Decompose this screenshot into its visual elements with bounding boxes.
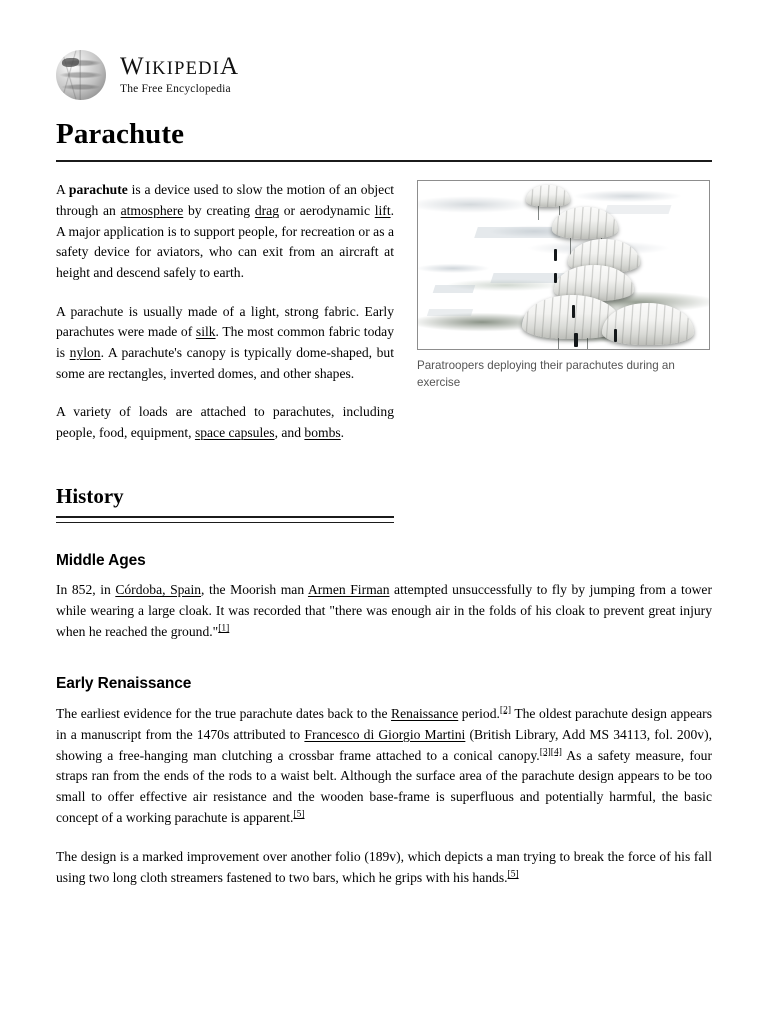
wiki-link[interactable]: drag	[254, 203, 279, 218]
field-patch	[433, 285, 476, 293]
subsection-heading-middle-ages: Middle Ages	[56, 551, 146, 569]
section-history	[56, 484, 712, 523]
citation-link[interactable]: [5]	[507, 869, 519, 880]
lead-text-column	[56, 180, 394, 443]
subsection-early-renaissance	[56, 675, 712, 889]
suspension-lines	[558, 338, 588, 350]
lead-paragraph-1: A parachute is a device used to slow the motion of an object through an atmosphere by creating drag or aerodynamic lift. A major application is to support people, for recreation or as a safety device for aviators, who can exit from an aircraft at height and descend safely to earth.	[56, 182, 395, 280]
wiki-link[interactable]: Córdoba, Spain	[115, 582, 202, 598]
citation-ref[interactable]	[508, 870, 519, 880]
section-divider	[56, 516, 394, 523]
paratrooper	[614, 329, 617, 342]
citation-link[interactable]: [1]	[218, 623, 230, 634]
wiki-link[interactable]: silk	[195, 324, 216, 340]
wikipedia-masthead	[56, 0, 712, 102]
lead-paragraph-2: A parachute is usually made of a light, strong fabric. Early parachutes were made of silk. The most common fabric today is nylon. A parachute's canopy is typically dome-shaped, but some are rectangles, inverted domes, and other shapes.	[56, 303, 395, 381]
section-heading-history: History	[56, 483, 124, 508]
parachute-canopy	[526, 185, 570, 207]
wikipedia-wordmark[interactable]	[120, 54, 239, 96]
wiki-link[interactable]: Renaissance	[391, 705, 459, 721]
wiki-link[interactable]: bombs	[304, 424, 341, 440]
paratrooper	[572, 305, 575, 318]
wiki-link[interactable]: nylon	[69, 344, 101, 360]
subsection-heading-early-renaissance: Early Renaissance	[56, 675, 192, 693]
paratroopers-photo[interactable]	[417, 180, 710, 350]
wiki-link[interactable]: Armen Firman	[307, 582, 390, 598]
paratrooper	[574, 333, 578, 347]
citation-link[interactable]: [2]	[499, 705, 511, 716]
paratrooper	[554, 273, 557, 283]
citation-ref[interactable]	[551, 747, 562, 757]
figure-caption: Paratroopers deploying their parachutes during an exercise	[417, 359, 675, 390]
lead-figure	[417, 180, 710, 392]
citation-link[interactable]: [5]	[293, 809, 305, 820]
lead-section	[56, 180, 712, 443]
wiki-link[interactable]: Francesco di Giorgio Martini	[304, 726, 466, 742]
citation-ref[interactable]	[540, 747, 551, 757]
wikipedia-wordmark-text: WIKIPEDIA	[120, 53, 240, 81]
citation-link[interactable]: [3]	[539, 747, 551, 758]
lead-paragraph-3: A variety of loads are attached to parachutes, including people, food, equipment, space capsules, and bombs.	[56, 404, 394, 440]
field-patch	[474, 227, 564, 238]
middle-ages-paragraph-1: In 852, in Córdoba, Spain, the Moorish man Armen Firman attempted unsuccessfully to fly by jumping from a tower while wearing a large cloak. It was recorded that "there was enough air in the folds of his cloak to prevent great injury when he reached the ground."[1]	[56, 582, 712, 640]
subsection-middle-ages	[56, 552, 712, 643]
citation-ref[interactable]	[293, 810, 304, 820]
title-divider	[56, 160, 712, 162]
citation-ref[interactable]	[500, 705, 511, 715]
article-page	[56, 0, 712, 889]
citation-ref[interactable]	[218, 624, 229, 634]
wiki-link[interactable]: lift	[374, 203, 391, 218]
page-title: Parachute	[56, 118, 185, 150]
citation-link[interactable]: [4]	[550, 747, 562, 758]
wikipedia-globe-icon[interactable]	[56, 50, 106, 100]
field-patch	[605, 205, 672, 214]
early-renaissance-paragraph-2: The design is a marked improvement over another folio (189v), which depicts a man trying to break the force of his fall using two long cloth streamers fastened to two bars, which he grips with his hands.[5]	[56, 849, 712, 886]
wikipedia-tagline: The Free Encyclopedia	[120, 83, 231, 96]
field-patch	[427, 309, 473, 316]
paratrooper	[554, 249, 557, 261]
wiki-link[interactable]: space capsules	[194, 424, 275, 440]
wiki-link[interactable]: atmosphere	[120, 203, 184, 218]
early-renaissance-paragraph-1: The earliest evidence for the true parachute dates back to the Renaissance period.[2] The oldest parachute design appears in a manuscript from the 1470s attributed to Francesco di Giorgio Martini (British Library, Add MS 34113, fol. 200v), showing a free-hanging man clutching a crossbar frame attached to a conical canopy.[3][4] As a safety measure, four straps ran from the ends of the rods to a waist belt. Although the surface area of the parachute design appears to be too small to offer effective air resistance and the wooden base-frame is superfluous and potentially harmful, the basic concept of a working parachute is apparent.[5]	[56, 705, 713, 826]
bold-term: parachute	[68, 182, 128, 198]
